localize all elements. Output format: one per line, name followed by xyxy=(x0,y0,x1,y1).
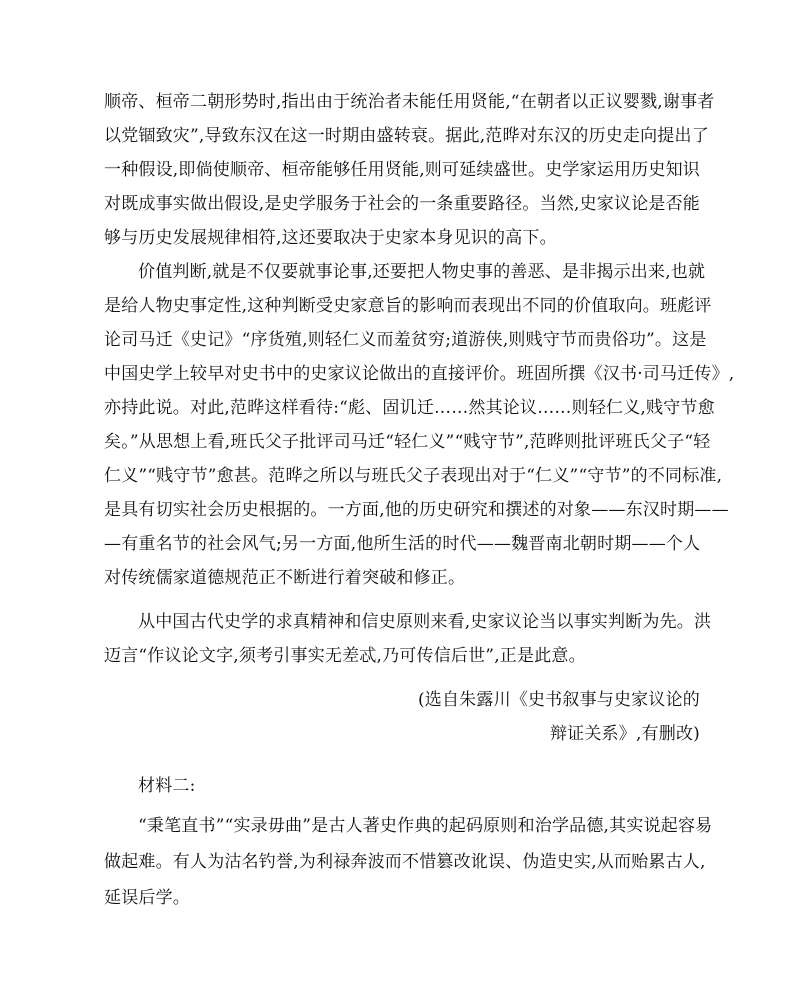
text-line: 是给人物史事定性,这种判断受史家意旨的影响而表现出不同的价值取向。班彪评 xyxy=(104,296,712,316)
source-citation-line: (选自朱露川《史书叙事与史家议论的 xyxy=(417,690,700,710)
text-line: 对传统儒家道德规范正不断进行着突破和修正。 xyxy=(104,568,466,588)
text-line: 仁义”“贱守节”愈甚。范晔之所以与班氏父子表现出对于“仁义”“守节”的不同标准, xyxy=(104,466,723,486)
paragraph-start-line: 价值判断,就是不仅要就事论事,还要把人物史事的善恶、是非揭示出来,也就 xyxy=(138,262,706,282)
text-line: 一种假设,即倘使顺帝、桓帝能够任用贤能,则可延续盛世。史学家运用历史知识 xyxy=(104,160,701,180)
text-line: 以党锢致灾”,导致东汉在这一时期由盛转衰。据此,范晔对东汉的历史走向提出了 xyxy=(104,126,709,146)
text-line: —有重名节的社会风气;另一方面,他所生活的时代——魏晋南北朝时期——个人 xyxy=(104,534,701,554)
paragraph-start-line: “秉笔直书”“实录毋曲”是古人著史作典的起码原则和治学品德,其实说起容易 xyxy=(138,816,713,836)
source-citation-line: 辩证关系》,有删改) xyxy=(549,724,700,744)
text-line: 是具有切实社会历史根据的。一方面,他的历史研究和撰述的对象——东汉时期—— xyxy=(104,500,729,520)
material-label: 材料二: xyxy=(138,776,196,796)
text-line: 对既成事实做出假设,是史学服务于社会的一条重要路径。当然,史家议论是否能 xyxy=(104,194,701,214)
text-line: 亦持此说。对此,范晔这样看待:“彪、固讥迁……然其论议……则轻仁义,贱守节愈 xyxy=(104,398,715,418)
text-line: 顺帝、桓帝二朝形势时,指出由于统治者未能任用贤能,“在朝者以正议婴戮,谢事者 xyxy=(104,92,715,112)
text-line: 够与历史发展规律相符,这还要取决于史家本身见识的高下。 xyxy=(104,228,557,248)
text-line: 做起难。有人为沽名钓誉,为利禄奔波而不惜篡改讹误、伪造史实,从而贻累古人, xyxy=(104,852,706,872)
text-line: 中国史学上较早对史书中的史家议论做出的直接评价。班固所撰《汉书·司马迁传》, xyxy=(104,364,735,384)
paragraph-start-line: 从中国古代史学的求真精神和信史原则来看,史家议论当以事实判断为先。洪 xyxy=(138,612,712,632)
text-line: 迈言“作议论文字,须考引事实无差忒,乃可传信后世”,正是此意。 xyxy=(104,646,586,666)
text-line: 论司马迁《史记》“序货殖,则轻仁义而羞贫穷;道游侠,则贱守节而贵俗功”。这是 xyxy=(104,330,707,350)
text-line: 延误后学。 xyxy=(104,888,190,908)
text-line: 矣。”从思想上看,班氏父子批评司马迁“轻仁义”“贱守节”,范晔则批评班氏父子“轻 xyxy=(104,432,711,452)
